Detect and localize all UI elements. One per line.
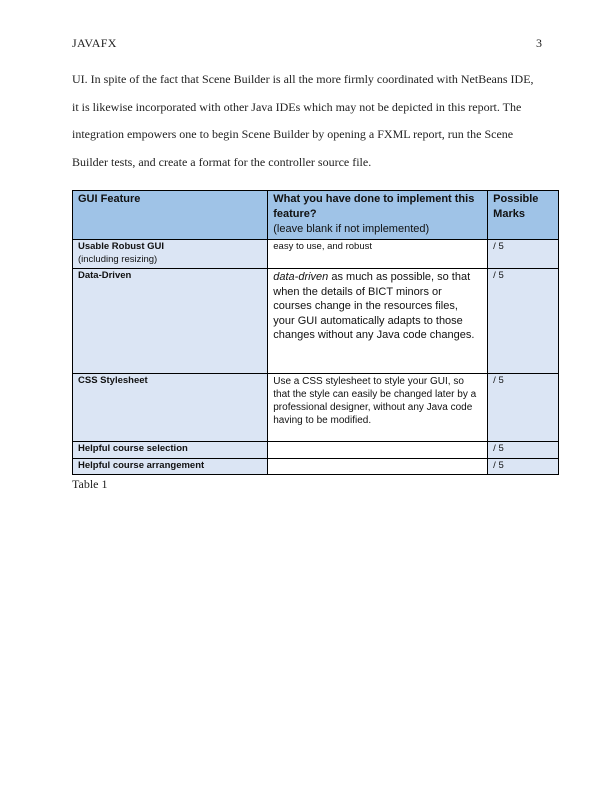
header-implementation (268, 191, 488, 240)
marks-cell: / 5 (488, 240, 559, 269)
feature-cell (73, 374, 268, 442)
marks-cell: / 5 (488, 458, 559, 475)
implementation-text: easy to use, and robust (273, 241, 373, 252)
marks-cell: / 5 (488, 442, 559, 459)
page-header (72, 36, 542, 52)
implementation-text: Use a CSS stylesheet to style your GUI, so that the style can easily be changed later by a professional designer, without any Java code having to be modified. (273, 376, 477, 426)
marks-cell: / 5 (488, 269, 559, 374)
table-header-row (73, 191, 559, 240)
page-number: 3 (536, 36, 542, 50)
table-row (73, 458, 559, 475)
table-row (73, 240, 559, 269)
header-gui-feature (73, 191, 268, 240)
implementation-text: as much as possible, so that when the details of BICT minors or courses change in the resources files, your GUI automatically adapts to those changes without any Java code changes. (273, 271, 475, 341)
body-paragraph: UI. In spite of the fact that Scene Builder is all the more firmly coordinated with NetBeans IDE, it is likewise incorporated with other Java IDEs which may not be depicted in this report. The integration empowers one to begin Scene Builder by opening a FXML report, run the Scene Builder tests, and create a format for the controller source file. (72, 72, 534, 169)
feature-name: Helpful course selection (78, 443, 188, 454)
header-implementation-label: What you have done to implement this feature? (273, 193, 475, 220)
feature-cell (73, 269, 268, 374)
feature-table (72, 190, 559, 475)
feature-cell (73, 442, 268, 459)
implementation-cell (268, 442, 488, 459)
table-row (73, 442, 559, 459)
feature-name: CSS Stylesheet (78, 375, 148, 386)
feature-note: (including resizing) (78, 253, 158, 265)
feature-cell (73, 240, 268, 269)
implementation-cell (268, 374, 488, 442)
feature-name: Helpful course arrangement (78, 459, 205, 471)
header-possible-marks (488, 191, 559, 240)
implementation-cell (268, 269, 488, 374)
implementation-cell (268, 240, 488, 269)
table-row (73, 374, 559, 442)
implementation-emphasis: data-driven (273, 271, 329, 283)
implementation-cell (268, 458, 488, 475)
feature-name: Usable Robust GUI (78, 241, 165, 252)
header-possible-marks-label: Possible Marks (493, 193, 539, 220)
header-implementation-note: (leave blank if not implemented) (273, 223, 430, 235)
running-title: JAVAFX (72, 36, 117, 50)
header-gui-feature-label: GUI Feature (78, 193, 141, 205)
feature-name: Data-Driven (78, 270, 132, 281)
feature-cell (73, 458, 268, 475)
marks-cell: / 5 (488, 374, 559, 442)
table-caption: Table 1 (72, 477, 108, 491)
table-row (73, 269, 559, 374)
